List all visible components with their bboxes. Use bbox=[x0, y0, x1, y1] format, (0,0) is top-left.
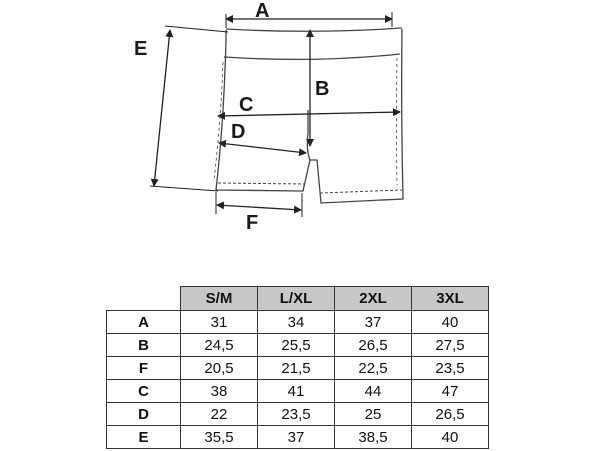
right-hem-stitch bbox=[320, 190, 402, 193]
dimension-f-line bbox=[217, 205, 301, 210]
table-cell: 23,5 bbox=[258, 403, 335, 426]
table-cell: 27,5 bbox=[412, 334, 489, 357]
size-column-header: L/XL bbox=[258, 287, 335, 311]
table-cell: 25 bbox=[335, 403, 412, 426]
dimension-e-ext-top bbox=[165, 26, 228, 32]
row-label: D bbox=[107, 403, 181, 426]
row-label: A bbox=[107, 311, 181, 334]
table-cell: 34 bbox=[258, 311, 335, 334]
size-column-header: S/M bbox=[181, 287, 258, 311]
row-label: E bbox=[107, 426, 181, 449]
table-row bbox=[107, 334, 489, 357]
table-row bbox=[107, 403, 489, 426]
table-cell: 40 bbox=[412, 311, 489, 334]
table-cell: 24,5 bbox=[181, 334, 258, 357]
table-cell: 23,5 bbox=[412, 357, 489, 380]
row-label: C bbox=[107, 380, 181, 403]
row-label: B bbox=[107, 334, 181, 357]
table-corner bbox=[107, 287, 181, 311]
table-row bbox=[107, 311, 489, 334]
table-cell: 47 bbox=[412, 380, 489, 403]
table-cell: 44 bbox=[335, 380, 412, 403]
table-row bbox=[107, 426, 489, 449]
table-cell: 35,5 bbox=[181, 426, 258, 449]
table-row bbox=[107, 380, 489, 403]
table-cell: 38 bbox=[181, 380, 258, 403]
dimension-f-label: F bbox=[246, 212, 259, 234]
dimension-e-line bbox=[154, 30, 170, 186]
size-chart-table bbox=[106, 286, 489, 449]
waistband-bottom bbox=[224, 54, 400, 59]
table-cell: 26,5 bbox=[335, 334, 412, 357]
table-cell: 21,5 bbox=[258, 357, 335, 380]
row-label: F bbox=[107, 357, 181, 380]
table-cell: 41 bbox=[258, 380, 335, 403]
table-cell: 22,5 bbox=[335, 357, 412, 380]
size-column-header: 3XL bbox=[412, 287, 489, 311]
table-cell: 25,5 bbox=[258, 334, 335, 357]
table-cell: 26,5 bbox=[412, 403, 489, 426]
dimension-b-label: B bbox=[315, 78, 330, 100]
table-cell: 20,5 bbox=[181, 357, 258, 380]
left-hem-stitch bbox=[218, 183, 305, 184]
dimension-a-label: A bbox=[255, 0, 270, 22]
table-cell: 38,5 bbox=[335, 426, 412, 449]
right-side-stitch bbox=[397, 58, 398, 185]
dimension-e-ext-bottom bbox=[150, 186, 218, 191]
table-cell: 37 bbox=[258, 426, 335, 449]
table-cell: 22 bbox=[181, 403, 258, 426]
dimension-e-label: E bbox=[134, 38, 148, 60]
table-cell: 31 bbox=[181, 311, 258, 334]
measurement-lines bbox=[150, 12, 400, 217]
dimension-d-line bbox=[219, 143, 306, 153]
waistband-top bbox=[226, 28, 402, 31]
size-header-row bbox=[107, 287, 489, 311]
dimension-d-label: D bbox=[231, 121, 246, 143]
table-cell: 40 bbox=[412, 426, 489, 449]
table-cell: 37 bbox=[335, 311, 412, 334]
table-row bbox=[107, 357, 489, 380]
dimension-c-label: C bbox=[239, 94, 254, 116]
size-column-header: 2XL bbox=[335, 287, 412, 311]
